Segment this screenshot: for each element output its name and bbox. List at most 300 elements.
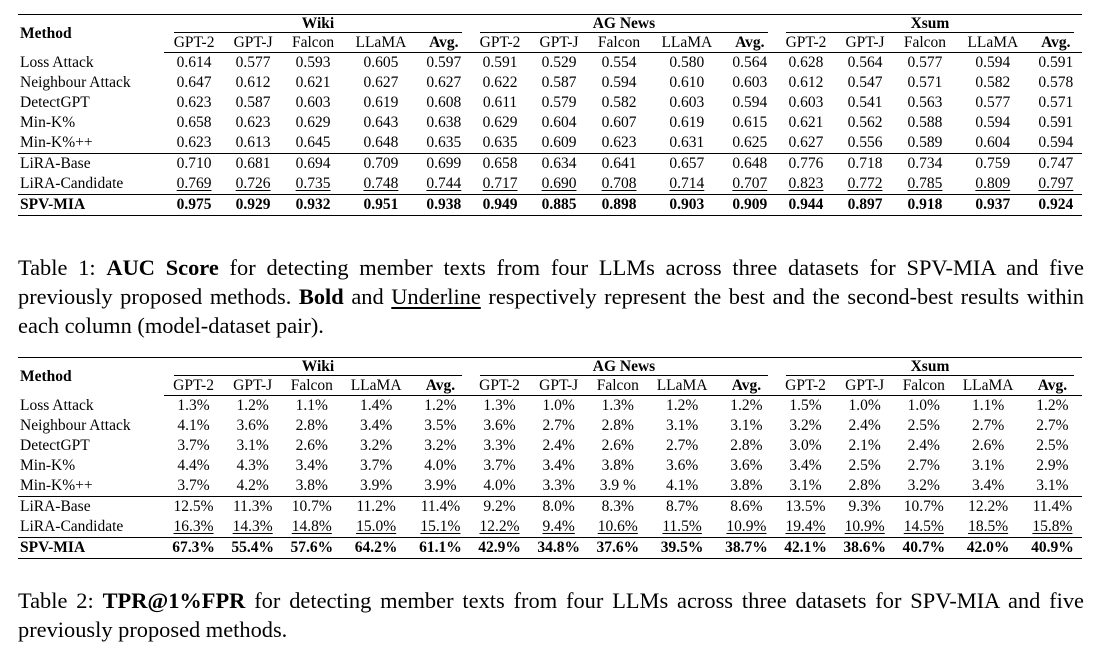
table-cell: 0.619 (363, 94, 399, 111)
table-cell: 0.823 (788, 175, 824, 192)
table-cell: 0.614 (176, 54, 212, 71)
table-cell: 0.647 (176, 74, 212, 91)
table-cell: 0.541 (847, 94, 883, 111)
table-cell: 3.5% (424, 417, 457, 434)
table-cell: 2.6% (601, 437, 634, 454)
table-cell: 15.0% (356, 518, 397, 535)
table-cell: 0.809 (975, 175, 1011, 192)
table-cell: 2.4% (848, 417, 881, 434)
table-cell: 0.597 (426, 54, 462, 71)
table-cell: 0.615 (732, 114, 768, 131)
table-cell: 0.623 (601, 134, 637, 151)
method-column-header: Method (18, 15, 164, 53)
model-column-header: Falcon (894, 33, 956, 53)
table-cell: 14.8% (291, 518, 332, 535)
table-cell: 3.1% (971, 457, 1005, 474)
model-column-header: GPT-J (530, 33, 588, 53)
table-cell: 0.657 (650, 154, 724, 175)
dataset-header: AG News (470, 358, 776, 377)
model-column-header: GPT-J (223, 376, 282, 396)
model-column-header: Avg. (411, 376, 470, 396)
table-cell: 3.8% (730, 477, 763, 494)
model-column-header: GPT-2 (776, 33, 836, 53)
table-cell: 18.5% (968, 518, 1009, 535)
caption-bold-word: Bold (298, 284, 344, 309)
table-cell: 14.3% (232, 518, 273, 535)
table-cell: 38.7% (717, 538, 776, 559)
table-cell: 2.8% (848, 477, 881, 494)
table-cell: 42.0% (953, 538, 1022, 559)
table-cell: 2.4% (907, 437, 940, 454)
table-cell: 0.932 (282, 195, 344, 216)
table-cell: 0.694 (282, 154, 344, 175)
table-cell: 0.714 (669, 175, 705, 192)
table-cell: 4.0% (483, 477, 516, 494)
model-column-header: Falcon (588, 376, 647, 396)
table-cell: 3.7% (177, 477, 210, 494)
table-cell: 3.2% (359, 437, 393, 454)
table-cell: 0.529 (541, 54, 577, 71)
table-cell: 0.610 (669, 74, 705, 91)
table-cell: 0.591 (482, 54, 518, 71)
table-cell: 3.6% (665, 457, 699, 474)
table-cell: 2.8% (295, 417, 328, 434)
table-cell: 0.604 (975, 134, 1011, 151)
table-cell: 0.797 (1038, 175, 1074, 192)
table-cell: 0.903 (650, 195, 724, 216)
model-column-header: LLaMA (956, 33, 1030, 53)
table-cell: 0.594 (975, 114, 1011, 131)
table-cell: 11.2% (341, 497, 410, 518)
table-cell: 0.748 (363, 175, 399, 192)
table-cell: 0.594 (975, 54, 1011, 71)
table-cell: 0.929 (224, 195, 282, 216)
table-cell: 0.579 (541, 94, 577, 111)
table-cell: 0.772 (847, 175, 883, 192)
table-cell: 0.603 (788, 94, 824, 111)
table-cell: 1.2% (424, 397, 457, 414)
caption-underline-word: Underline (391, 284, 481, 309)
table-cell: 1.5% (789, 397, 822, 414)
table-cell: 0.949 (470, 195, 530, 216)
table-cell: 0.547 (847, 74, 883, 91)
table-cell: 9.4% (542, 518, 575, 535)
table-cell: 0.611 (482, 94, 518, 111)
model-column-header: GPT-2 (470, 33, 530, 53)
table-cell: 11.4% (411, 497, 470, 518)
table-cell: 2.9% (1036, 457, 1069, 474)
table-cell: 57.6% (282, 538, 341, 559)
model-column-header: Avg. (418, 33, 470, 53)
table-cell: 3.8% (295, 477, 328, 494)
dataset-header: Xsum (776, 15, 1082, 34)
model-column-header: GPT-J (529, 376, 588, 396)
table-cell: 0.769 (176, 175, 212, 192)
table-cell: 3.8% (601, 457, 634, 474)
table-cell: 3.7% (483, 457, 516, 474)
dataset-header: Wiki (164, 15, 470, 34)
table-row (18, 538, 1082, 559)
table-cell: 9.2% (470, 497, 529, 518)
table-cell: 3.1% (1036, 477, 1069, 494)
table-cell: 2.1% (848, 437, 881, 454)
table-cell: 1.2% (730, 397, 763, 414)
table-cell: 4.1% (665, 477, 699, 494)
table-cell: 0.718 (836, 154, 894, 175)
table-cell: 0.726 (235, 175, 271, 192)
table-cell: 2.5% (907, 417, 940, 434)
table-cell: 0.975 (164, 195, 224, 216)
table-cell: 0.593 (295, 54, 331, 71)
table-cell: 0.603 (295, 94, 331, 111)
table2-caption: Table 2: TPR@1%FPR for detecting member texts from four LLMs across three datasets for SPV-MIA and five previously proposed methods. (18, 588, 1084, 642)
table-cell: 0.710 (164, 154, 224, 175)
table-cell: 0.582 (601, 94, 637, 111)
table-cell: 0.564 (732, 54, 768, 71)
table-cell: 3.3% (483, 437, 516, 454)
table-cell: 14.5% (903, 518, 944, 535)
model-column-header: GPT-2 (164, 33, 224, 53)
table-cell: 8.6% (717, 497, 776, 518)
model-column-header: GPT-J (224, 33, 282, 53)
table-cell: 0.580 (669, 54, 705, 71)
table-cell: 8.3% (588, 497, 647, 518)
model-column-header: LLaMA (341, 376, 410, 396)
method-name: Min-K% (20, 114, 76, 131)
table-cell: 42.9% (470, 538, 529, 559)
table-cell: 0.594 (1038, 134, 1074, 151)
model-column-header: Falcon (282, 33, 344, 53)
table-cell: 0.717 (482, 175, 518, 192)
table-cell: 0.577 (235, 54, 271, 71)
table-row (18, 113, 1082, 133)
table-cell: 0.564 (847, 54, 883, 71)
table-row (18, 53, 1082, 74)
table-cell: 1.4% (359, 397, 393, 414)
table-cell: 9.3% (835, 497, 894, 518)
dataset-header: Xsum (776, 358, 1082, 377)
table-cell: 0.635 (426, 134, 462, 151)
table-cell: 1.3% (177, 397, 210, 414)
table-cell: 13.5% (776, 497, 835, 518)
model-column-header: GPT-2 (164, 376, 223, 396)
table-row (18, 517, 1082, 538)
table-cell: 3.6% (730, 457, 763, 474)
table-cell: 2.4% (542, 437, 575, 454)
table-cell: 0.638 (426, 114, 462, 131)
model-column-header: LLaMA (650, 33, 724, 53)
table-cell: 4.3% (236, 457, 269, 474)
caption-metric: AUC Score (106, 255, 219, 280)
table-cell: 0.627 (426, 74, 462, 91)
method-name: Loss Attack (20, 396, 94, 414)
table-cell: 4.1% (177, 417, 210, 434)
table-cell: 0.938 (418, 195, 470, 216)
method-name: LiRA-Base (18, 154, 164, 175)
table-cell: 0.622 (482, 74, 518, 91)
table-cell: 0.641 (588, 154, 650, 175)
table-cell: 0.588 (907, 114, 943, 131)
table-cell: 0.747 (1030, 154, 1082, 175)
table-cell: 19.4% (785, 518, 826, 535)
table-cell: 0.924 (1030, 195, 1082, 216)
table-cell: 1.0% (848, 397, 881, 414)
table-cell: 3.0% (789, 437, 822, 454)
table-cell: 0.690 (541, 175, 577, 192)
table-cell: 39.5% (647, 538, 716, 559)
table-cell: 0.648 (363, 134, 399, 151)
table-cell: 3.2% (789, 417, 822, 434)
table-row (18, 174, 1082, 195)
table-cell: 0.631 (669, 134, 705, 151)
table-cell: 2.8% (730, 437, 763, 454)
table-cell: 67.3% (164, 538, 223, 559)
model-column-header: LLaMA (647, 376, 716, 396)
table-cell: 3.4% (542, 457, 575, 474)
table-cell: 0.594 (601, 74, 637, 91)
table-cell: 0.554 (601, 54, 637, 71)
table-cell: 2.7% (665, 437, 699, 454)
model-column-header: Falcon (894, 376, 953, 396)
table-cell: 3.9% (359, 477, 393, 494)
model-column-header: Avg. (1030, 33, 1082, 53)
table-cell: 2.5% (848, 457, 881, 474)
table-cell: 10.6% (597, 518, 638, 535)
table-cell: 1.2% (236, 397, 269, 414)
table-cell: 38.6% (835, 538, 894, 559)
table-cell: 0.635 (482, 134, 518, 151)
table-cell: 0.619 (669, 114, 705, 131)
table1-caption: Table 1: AUC Score for detecting member texts from four LLMs across three datasets for SPV-MIA and five previously proposed methods. Bold and Underline respectively represent the best and the second-best results within each column (model-dataset pair). (18, 255, 1084, 338)
table-cell: 0.571 (907, 74, 943, 91)
table-cell: 10.7% (894, 497, 953, 518)
method-name: Min-K% (20, 457, 76, 474)
table-cell: 1.1% (971, 397, 1005, 414)
table-cell: 0.577 (975, 94, 1011, 111)
tpr-table (18, 357, 1082, 559)
table-cell: 0.623 (176, 94, 212, 111)
method-name: DetectGPT (20, 437, 90, 454)
table-cell: 2.6% (295, 437, 328, 454)
table-cell: 3.1% (665, 417, 699, 434)
table-cell: 10.7% (282, 497, 341, 518)
method-name: SPV-MIA (18, 538, 164, 559)
table-cell: 1.2% (1036, 397, 1069, 414)
table-cell: 0.951 (344, 195, 418, 216)
table-cell: 11.3% (223, 497, 282, 518)
table-cell: 1.2% (665, 397, 699, 414)
method-name: Min-K%++ (20, 477, 93, 494)
table-cell: 2.7% (542, 417, 575, 434)
table-row (18, 133, 1082, 154)
method-name: SPV-MIA (18, 195, 164, 216)
table-cell: 0.645 (295, 134, 331, 151)
table-cell: 0.648 (724, 154, 776, 175)
table-cell: 61.1% (411, 538, 470, 559)
method-name: LiRA-Candidate (20, 518, 124, 535)
table-cell: 0.607 (601, 114, 637, 131)
method-name: LiRA-Candidate (20, 175, 124, 192)
method-name: Neighbour Attack (20, 74, 131, 91)
table-cell: 0.591 (1038, 54, 1074, 71)
table-cell: 16.3% (173, 518, 214, 535)
model-column-header: LLaMA (953, 376, 1022, 396)
table-cell: 0.621 (295, 74, 331, 91)
model-column-header: Avg. (1023, 376, 1082, 396)
caption-metric: TPR@1%FPR (102, 588, 246, 613)
table-cell: 3.2% (907, 477, 940, 494)
table-row (18, 436, 1082, 456)
table-cell: 0.589 (907, 134, 943, 151)
table-row (18, 195, 1082, 216)
table-cell: 0.658 (470, 154, 530, 175)
table-cell: 40.9% (1023, 538, 1082, 559)
table-cell: 3.9 % (599, 477, 636, 494)
table-cell: 0.627 (363, 74, 399, 91)
table-cell: 0.918 (894, 195, 956, 216)
table-cell: 15.1% (420, 518, 461, 535)
model-column-header: LLaMA (344, 33, 418, 53)
table-cell: 10.9% (726, 518, 767, 535)
table-cell: 0.609 (541, 134, 577, 151)
table-cell: 1.1% (295, 397, 328, 414)
table-cell: 0.909 (724, 195, 776, 216)
table-cell: 3.9% (424, 477, 457, 494)
table-cell: 10.9% (844, 518, 885, 535)
table-cell: 15.8% (1032, 518, 1073, 535)
table-row (18, 456, 1082, 476)
table-cell: 2.6% (971, 437, 1005, 454)
table-cell: 1.0% (907, 397, 940, 414)
table-cell: 0.629 (482, 114, 518, 131)
table-cell: 0.605 (363, 54, 399, 71)
table-cell: 4.0% (424, 457, 457, 474)
table-cell: 0.681 (224, 154, 282, 175)
table-cell: 0.643 (363, 114, 399, 131)
table-cell: 0.613 (235, 134, 271, 151)
table-cell: 0.708 (601, 175, 637, 192)
table-row (18, 396, 1082, 417)
table-cell: 3.4% (789, 457, 822, 474)
table-cell: 0.591 (1038, 114, 1074, 131)
table-cell: 0.608 (426, 94, 462, 111)
table-cell: 0.603 (669, 94, 705, 111)
table-cell: 0.623 (235, 114, 271, 131)
table-row (18, 476, 1082, 497)
table-cell: 2.8% (601, 417, 634, 434)
table-cell: 3.4% (971, 477, 1005, 494)
table-cell: 0.944 (776, 195, 836, 216)
table-cell: 0.577 (907, 54, 943, 71)
table-cell: 2.5% (1036, 437, 1069, 454)
table-cell: 0.625 (732, 134, 768, 151)
table-cell: 0.604 (541, 114, 577, 131)
model-column-header: Falcon (588, 33, 650, 53)
dataset-header: Wiki (164, 358, 470, 377)
caption-label: Table 2: (18, 588, 103, 613)
table-cell: 0.707 (732, 175, 768, 192)
table-cell: 0.785 (907, 175, 943, 192)
table-cell: 0.578 (1038, 74, 1074, 91)
table-cell: 0.759 (956, 154, 1030, 175)
table-cell: 0.629 (295, 114, 331, 131)
method-name: Neighbour Attack (20, 417, 131, 434)
table-cell: 0.735 (295, 175, 331, 192)
table-cell: 0.898 (588, 195, 650, 216)
caption-label: Table 1: (18, 255, 107, 280)
table-cell: 37.6% (588, 538, 647, 559)
table-cell: 3.6% (236, 417, 269, 434)
table-cell: 3.2% (424, 437, 457, 454)
table-row (18, 73, 1082, 93)
table-cell: 11.5% (662, 518, 702, 535)
table-cell: 0.734 (894, 154, 956, 175)
auc-score-table (18, 14, 1082, 216)
table-cell: 3.1% (236, 437, 269, 454)
table-cell: 0.776 (776, 154, 836, 175)
method-column-header: Method (18, 358, 164, 396)
table-row (18, 416, 1082, 436)
method-name: Loss Attack (20, 53, 94, 71)
table-cell: 1.3% (483, 397, 516, 414)
model-column-header: Avg. (724, 33, 776, 53)
table-cell: 0.587 (541, 74, 577, 91)
table-cell: 0.699 (418, 154, 470, 175)
table-cell: 0.937 (956, 195, 1030, 216)
table-cell: 3.6% (483, 417, 516, 434)
table-cell: 34.8% (529, 538, 588, 559)
table-cell: 0.634 (530, 154, 588, 175)
table-cell: 0.603 (732, 74, 768, 91)
table-cell: 0.658 (176, 114, 212, 131)
table-cell: 12.2% (479, 518, 520, 535)
table-cell: 40.7% (894, 538, 953, 559)
table-cell: 0.612 (235, 74, 271, 91)
model-column-header: GPT-J (836, 33, 894, 53)
table-cell: 3.4% (359, 417, 393, 434)
table-row (18, 497, 1082, 518)
method-name: LiRA-Base (18, 497, 164, 518)
table-row (18, 154, 1082, 175)
model-column-header: GPT-2 (470, 376, 529, 396)
table-cell: 11.4% (1023, 497, 1082, 518)
table-cell: 55.4% (223, 538, 282, 559)
method-name: DetectGPT (20, 94, 90, 111)
model-column-header: GPT-2 (776, 376, 835, 396)
table-cell: 3.7% (359, 457, 393, 474)
table-cell: 0.612 (788, 74, 824, 91)
table-cell: 3.3% (542, 477, 575, 494)
model-column-header: Falcon (282, 376, 341, 396)
table-cell: 3.1% (730, 417, 763, 434)
table-cell: 8.0% (529, 497, 588, 518)
table-cell: 0.562 (847, 114, 883, 131)
table-cell: 0.627 (788, 134, 824, 151)
table-cell: 1.0% (542, 397, 575, 414)
table-cell: 2.7% (1036, 417, 1069, 434)
model-column-header: Avg. (717, 376, 776, 396)
table-cell: 1.3% (601, 397, 634, 414)
table-cell: 0.709 (344, 154, 418, 175)
table-cell: 0.897 (836, 195, 894, 216)
table-cell: 3.7% (177, 437, 210, 454)
table-cell: 0.628 (788, 54, 824, 71)
table-cell: 2.7% (907, 457, 940, 474)
table-cell: 4.4% (177, 457, 210, 474)
table-cell: 0.563 (907, 94, 943, 111)
table-cell: 0.744 (426, 175, 462, 192)
table-cell: 4.2% (236, 477, 269, 494)
